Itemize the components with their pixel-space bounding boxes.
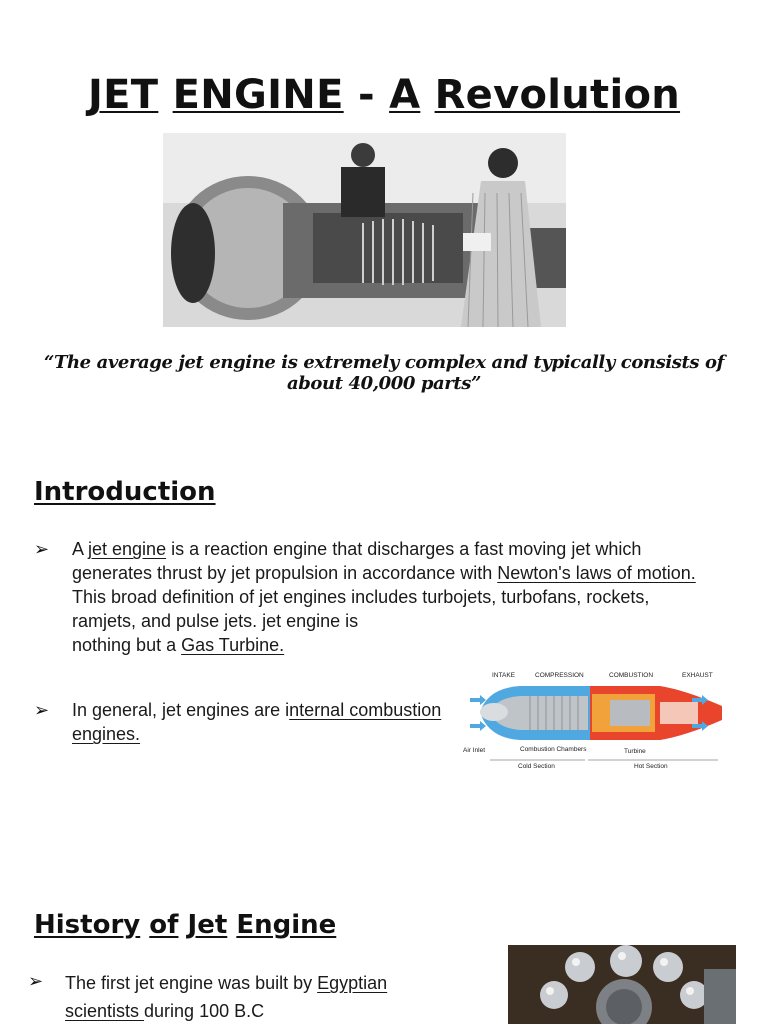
history-heading <box>34 910 336 940</box>
page-title <box>0 72 768 118</box>
title-word-engine: ENGINE <box>172 72 344 118</box>
gas-turbine-link[interactable]: Gas Turbine. <box>181 635 285 655</box>
history-bullet-text-a: The first jet engine was built by <box>65 973 318 993</box>
diagram-label-compression: COMPRESSION <box>535 672 584 679</box>
quote: “The average jet engine is extremely complex and typically consists of about 40,000 parts” <box>44 352 724 394</box>
diagram-label-exhaust: EXHAUST <box>682 672 713 679</box>
diagram-label-combustion: COMBUSTION <box>609 672 654 679</box>
jet-engine-diagram-svg <box>460 668 722 774</box>
bullet-arrow-icon: ➢ <box>34 700 50 720</box>
history-heading-word-2: of <box>149 910 179 940</box>
diagram-label-turbine: Turbine <box>624 748 646 755</box>
history-heading-word-4: Engine <box>236 910 337 940</box>
title-word-a: A <box>389 72 421 118</box>
hero-photo <box>163 133 566 327</box>
intro-bullet-1-text-b: is a reaction engine that discharges a fast moving jet which generates thrust by jet propulsion in accordance with <box>72 539 642 583</box>
bullet-arrow-icon: ➢ <box>28 971 44 991</box>
intro-bullet-2 <box>72 698 472 746</box>
bullet-arrow-icon: ➢ <box>34 539 50 559</box>
diagram-label-cold-section: Cold Section <box>518 763 555 770</box>
history-photo <box>508 945 736 1024</box>
diagram-label-air-inlet: Air Inlet <box>463 747 486 754</box>
intro-bullet-1-text-c: This broad definition of jet engines includes turbojets, turbofans, rockets, ramjets, and pulse jets. jet engine is <box>72 587 650 631</box>
intro-bullet-2-text: In general, jet engines are i <box>72 700 290 720</box>
diagram-label-hot-section: Hot Section <box>634 763 668 770</box>
hero-photo-illustration <box>163 133 566 327</box>
intro-bullet-1-text-d: nothing but a <box>72 635 182 655</box>
intro-bullet-1-text-a: A <box>72 539 89 559</box>
history-bullet-text-b: during 100 B.C <box>144 1001 265 1021</box>
internal-combustion-link[interactable]: nternal combustion engines. <box>72 700 442 744</box>
jet-engine-diagram <box>460 668 722 774</box>
title-separator: - <box>357 72 375 118</box>
introduction-heading: Introduction <box>34 477 216 507</box>
history-heading-word-3: Jet <box>187 910 228 940</box>
history-photo-illustration <box>508 945 736 1024</box>
diagram-label-intake: INTAKE <box>492 672 515 679</box>
history-bullet-1 <box>65 969 465 1025</box>
egyptian-scientists-link[interactable]: Egyptian scientists <box>65 973 388 1021</box>
newtons-laws-link[interactable]: Newton's laws of motion. <box>497 563 696 583</box>
intro-bullet-1 <box>72 537 712 657</box>
diagram-label-combustion-chambers: Combustion Chambers <box>520 746 587 753</box>
history-heading-word-1: History <box>34 910 141 940</box>
jet-engine-link[interactable]: jet engine <box>88 539 167 559</box>
title-word-jet: JET <box>87 72 159 118</box>
title-word-revolution: Revolution <box>434 72 681 118</box>
